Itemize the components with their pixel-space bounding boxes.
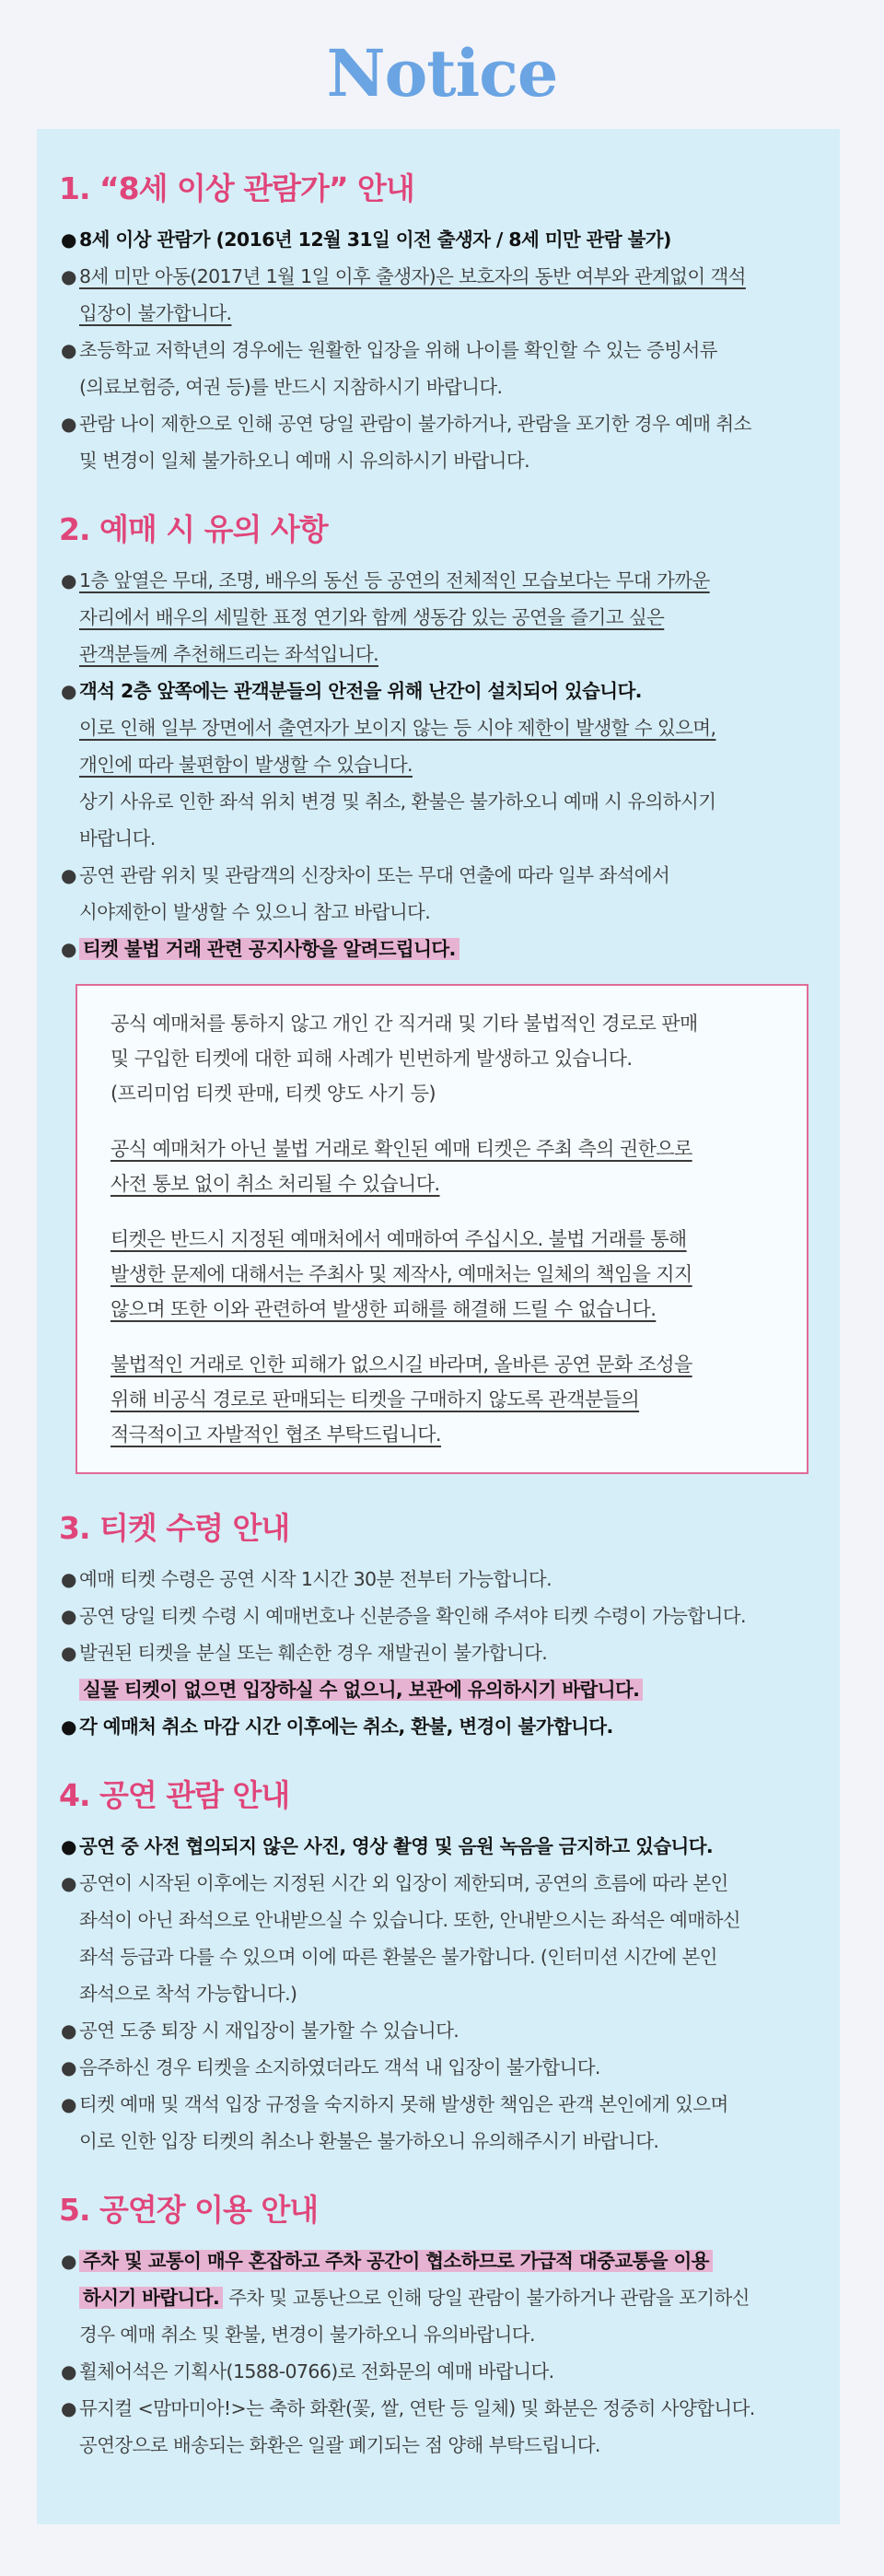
list-item: ● 각 예매처 취소 마감 시간 이후에는 취소, 환불, 변경이 불가합니다. xyxy=(59,1708,825,1745)
list-item: ● 뮤지컬 <맘마미아!>는 축하 화환(꽃, 쌀, 연탄 등 일체) 및 화분은 정중히 사양합니다. 공연장으로 배송되는 화환은 일괄 폐기되는 점 양해 부탁드립니다. xyxy=(59,2390,825,2464)
bullet-icon: ● xyxy=(61,680,76,702)
bullet-icon: ● xyxy=(61,228,76,251)
bullet-icon: ● xyxy=(61,2250,76,2272)
bullet-icon: ● xyxy=(61,1872,76,1894)
bullet-icon: ● xyxy=(61,1605,76,1627)
notice-paragraph: 공식 예매처가 아닌 불법 거래로 확인된 예매 티켓은 주최 측의 권한으로 사전 통보 없이 취소 처리될 수 있습니다. xyxy=(110,1138,692,1195)
list-item xyxy=(59,931,825,967)
list-item: ● 휠체어석은 기획사(1588-0766)로 전화문의 예매 바랍니다. xyxy=(59,2353,825,2390)
highlight-text: 하시기 바랍니다. xyxy=(79,2287,223,2309)
list-item: ● 초등학교 저학년의 경우에는 원활한 입장을 위해 나이를 확인할 수 있는 증빙서류 (의료보험증, 여권 등)를 반드시 지참하시기 바랍니다. xyxy=(59,332,825,405)
list-item: ● 객석 2층 앞쪽에는 관객분들의 안전을 위해 난간이 설치되어 있습니다. 이로 인해 일부 장면에서 출연자가 보이지 않는 등 시야 제한이 발생할 수 있으며, 개인에 따라 불편함이 발생할 수 있습니다. 상기 사유로 인한 좌석 위치 변경 및 취소, 환불은 불가하오니 예매 시 유의하시기 바랍니다. xyxy=(59,673,825,857)
list-item: ● 공연이 시작된 이후에는 지정된 시간 외 입장이 제한되며, 공연의 흐름에 따라 본인 좌석이 아닌 좌석으로 안내받으실 수 있습니다. 또한, 안내받으시는 좌석은 예매하신 좌석 등급과 다를 수 있으며 이에 따른 환불은 불가합니다. (인터미션 시간에 본인 좌석으로 착석 가능합니다.) xyxy=(59,1865,825,2012)
list-item: ● 관람 나이 제한으로 인해 공연 당일 관람이 불가하거나, 관람을 포기한 경우 예매 취소 및 변경이 일체 불가하오니 예매 시 유의하시기 바랍니다. xyxy=(59,405,825,479)
list-item: ● 주차 및 교통이 매우 혼잡하고 주차 공간이 협소하므로 가급적 대중교통을 이용 하시기 바랍니다. 주차 및 교통난으로 인해 당일 관람이 불가하거나 관람을 포기하신 경우 예매 취소 및 환불, 변경이 불가하오니 유의바랍니다. xyxy=(59,2242,825,2353)
list-item: ● 발권된 티켓을 분실 또는 훼손한 경우 재발권이 불가합니다. 실물 티켓이 없으면 입장하실 수 없으니, 보관에 유의하시기 바랍니다. xyxy=(59,1634,825,1708)
section-booking-notes xyxy=(59,509,840,1474)
bullet-icon: ● xyxy=(61,1568,76,1590)
notice-panel xyxy=(37,129,840,2524)
list-item: ● 1층 앞열은 무대, 조명, 배우의 동선 등 공연의 전체적인 모습보다는 무대 가까운 자리에서 배우의 세밀한 표정 연기와 함께 생동감 있는 공연을 즐기고 싶은 관객분들께 추천해드리는 좌석입니다. xyxy=(59,562,825,673)
section-heading: 2. 예매 시 유의 사항 xyxy=(59,511,328,547)
notice-paragraph: 공식 예매처를 통하지 않고 개인 간 직거래 및 기타 불법적인 경로로 판매 및 구입한 티켓에 대한 피해 사례가 빈번하게 발생하고 있습니다. (프리미엄 티켓 판매, 티켓 양도 사기 등) xyxy=(110,1013,698,1105)
list-item: ● 공연 도중 퇴장 시 재입장이 불가할 수 있습니다. xyxy=(59,2012,825,2049)
bullet-icon: ● xyxy=(61,413,76,435)
highlight-text: 주차 및 교통이 매우 혼잡하고 주차 공간이 협소하므로 가급적 대중교통을 이용 xyxy=(79,2250,713,2272)
section-venue-guide xyxy=(59,2189,840,2464)
highlight-text: 실물 티켓이 없으면 입장하실 수 없으니, 보관에 유의하시기 바랍니다. xyxy=(79,1679,643,1701)
list-item: ● 8세 미만 아동(2017년 1월 1일 이후 출생자)은 보호자의 동반 여부와 관계없이 객석 입장이 불가합니다. xyxy=(59,258,825,332)
section-heading: 4. 공연 관람 안내 xyxy=(59,1777,290,1813)
list-item: ● 예매 티켓 수령은 공연 시작 1시간 30분 전부터 가능합니다. xyxy=(59,1561,825,1598)
section-ticket-pickup xyxy=(59,1507,840,1745)
section-heading: 5. 공연장 이용 안내 xyxy=(59,2192,319,2228)
bullet-icon: ● xyxy=(61,864,76,886)
notice-paragraph: 불법적인 거래로 인한 피해가 없으시길 바라며, 올바른 공연 문화 조성을 위해 비공식 경로로 판매되는 티켓을 구매하지 않도록 관객분들의 적극적이고 자발적인 협조 부탁드립니다. xyxy=(110,1353,692,1446)
list-item: ● 공연 당일 티켓 수령 시 예매번호나 신분증을 확인해 주셔야 티켓 수령이 가능합니다. xyxy=(59,1598,825,1634)
bullet-icon: ● xyxy=(61,1642,76,1664)
page-title: Notice xyxy=(326,35,558,111)
section-heading: 3. 티켓 수령 안내 xyxy=(59,1510,290,1546)
section-age-rating xyxy=(59,168,840,479)
list-item: ● 티켓 예매 및 객석 입장 규정을 숙지하지 못해 발생한 책임은 관객 본인에게 있으며 이로 인한 입장 티켓의 취소나 환불은 불가하오니 유의해주시기 바랍니다. xyxy=(59,2086,825,2160)
list-item: ● 공연 관람 위치 및 관람객의 신장차이 또는 무대 연출에 따라 일부 좌석에서 시야제한이 발생할 수 있으니 참고 바랍니다. xyxy=(59,857,825,931)
bullet-icon: ● xyxy=(61,2056,76,2078)
bullet-icon: ● xyxy=(61,569,76,591)
bullet-icon: ● xyxy=(61,938,76,960)
bullet-icon: ● xyxy=(61,2360,76,2383)
bullet-icon: ● xyxy=(61,1715,76,1738)
bullet-icon: ● xyxy=(61,2093,76,2115)
bullet-icon: ● xyxy=(61,1835,76,1857)
bullet-icon: ● xyxy=(61,2020,76,2042)
notice-paragraph: 티켓은 반드시 지정된 예매처에서 예매하여 주십시오. 불법 거래를 통해 발생한 문제에 대해서는 주최사 및 제작사, 예매처는 일체의 책임을 지지 않으며 또한 이와 관련하여 발생한 피해를 해결해 드릴 수 없습니다. xyxy=(110,1228,692,1320)
list-item: ● 음주하신 경우 티켓을 소지하였더라도 객석 내 입장이 불가합니다. xyxy=(59,2049,825,2086)
list-item: ● 8세 이상 관람가 (2016년 12월 31일 이전 출생자 / 8세 미만 관람 불가) xyxy=(59,221,825,258)
bullet-icon: ● xyxy=(61,339,76,361)
highlight-text: 티켓 불법 거래 관련 공지사항을 알려드립니다. xyxy=(79,938,459,960)
illegal-trade-notice-box xyxy=(76,984,808,1474)
bullet-icon: ● xyxy=(61,265,76,287)
section-heading: 1. “8세 이상 관람가” 안내 xyxy=(59,170,414,206)
section-viewing-guide xyxy=(59,1774,840,2160)
list-item: ● 공연 중 사전 협의되지 않은 사진, 영상 촬영 및 음원 녹음을 금지하고 있습니다. xyxy=(59,1828,825,1865)
bullet-icon: ● xyxy=(61,2397,76,2419)
